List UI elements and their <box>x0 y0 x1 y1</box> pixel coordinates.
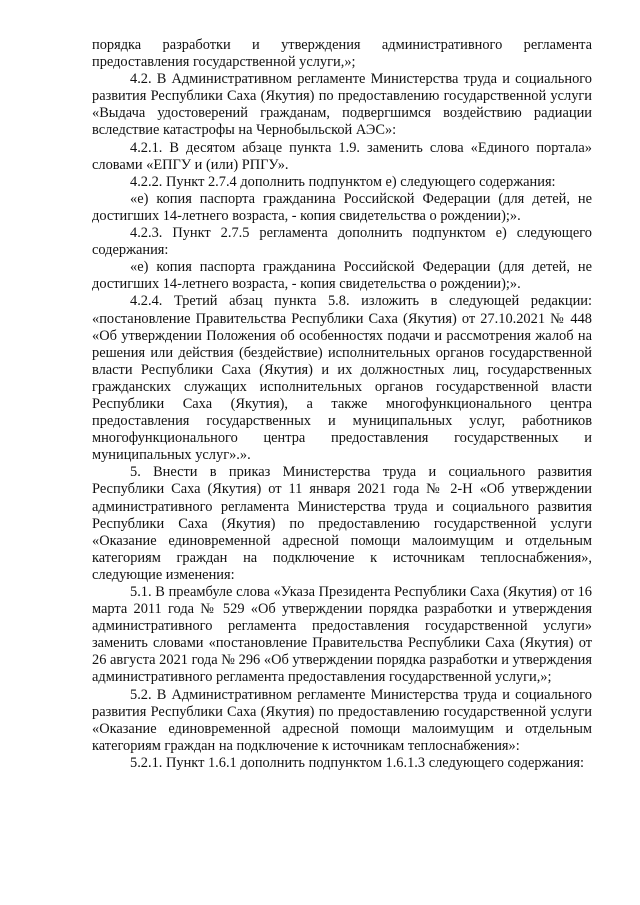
paragraph: 4.2.2. Пункт 2.7.4 дополнить подпунктом е) следующего содержания: <box>130 173 556 190</box>
paragraph: 4.2.3. Пункт 2.7.5 регламента дополнить подпунктом е) следующего содержания: <box>92 225 592 259</box>
paragraph: «е) копия паспорта гражданина Российской Федерации (для детей, не достигших 14-летнего возраста, - копия свидетельства о рождении);». <box>92 259 592 293</box>
paragraph: порядка разработки и утверждения административного регламента предоставления государственной услуги,»; <box>92 37 592 71</box>
paragraph: 4.2.4. Третий абзац пункта 5.8. изложить в следующей редакции: «постановление Правительства Республики Саха (Якутия) от 27.10.2021 № 448 «Об утверждении Положения об особенностях подачи и рассмотрения жалоб на решения или действия (бездействие) исполнительных органов государственной власти Республики Саха (Якутия) и их должностных лиц, государственных гражданских служащих исполнительных органов государственной власти Республики Саха (Якутия), а также многофункционального центра предоставления государственных и муниципальных услуг, работников многофункционального центра предоставления государственных и муниципальных услуг».». <box>92 293 592 464</box>
paragraph: 5. Внести в приказ Министерства труда и социального развития Республики Саха (Якутия) от 11 января 2021 года № 2-Н «Об утверждении административного регламента Министерства труда и социального развития Республики Саха (Якутия) по предоставлению государственной услуги «Оказание единовременной адресной помощи малоимущим и отдельным категориям граждан на подключение к источникам теплоснабжения», следующие изменения: <box>92 464 592 583</box>
paragraph: 5.1. В преамбуле слова «Указа Президента Республики Саха (Якутия) от 16 марта 2011 года № 529 «Об утверждении порядка разработки и утверждения административного регламента предоставления государственной услуги» заменить словами «постановление Правительства Республики Саха (Якутия) от 26 августа 2021 года № 296 «Об утверждении порядка разработки и утверждения административного регламента предоставления государственной услуги,»; <box>92 584 592 686</box>
paragraph: 4.2.1. В десятом абзаце пункта 1.9. заменить слова «Единого портала» словами «ЕПГУ и (или) РПГУ». <box>92 139 592 173</box>
paragraph: 5.2. В Административном регламенте Министерства труда и социального развития Республики Саха (Якутия) по предоставлению государственной услуги «Оказание единовременной адресной помощи малоимущим и отдельным категориям граждан на подключение к источникам теплоснабжения»: <box>92 686 592 754</box>
paragraph: «е) копия паспорта гражданина Российской Федерации (для детей, не достигших 14-летнего возраста, - копия свидетельства о рождении);». <box>92 190 592 224</box>
paragraph: 5.2.1. Пункт 1.6.1 дополнить подпунктом 1.6.1.3 следующего содержания: <box>130 754 584 771</box>
paragraph: 4.2. В Административном регламенте Министерства труда и социального развития Республики Саха (Якутия) по предоставлению государственной услуги «Выдача удостоверений гражданам, подвергшимся воздействию радиации вследствие катастрофы на Чернобыльской АЭС»: <box>92 71 592 139</box>
